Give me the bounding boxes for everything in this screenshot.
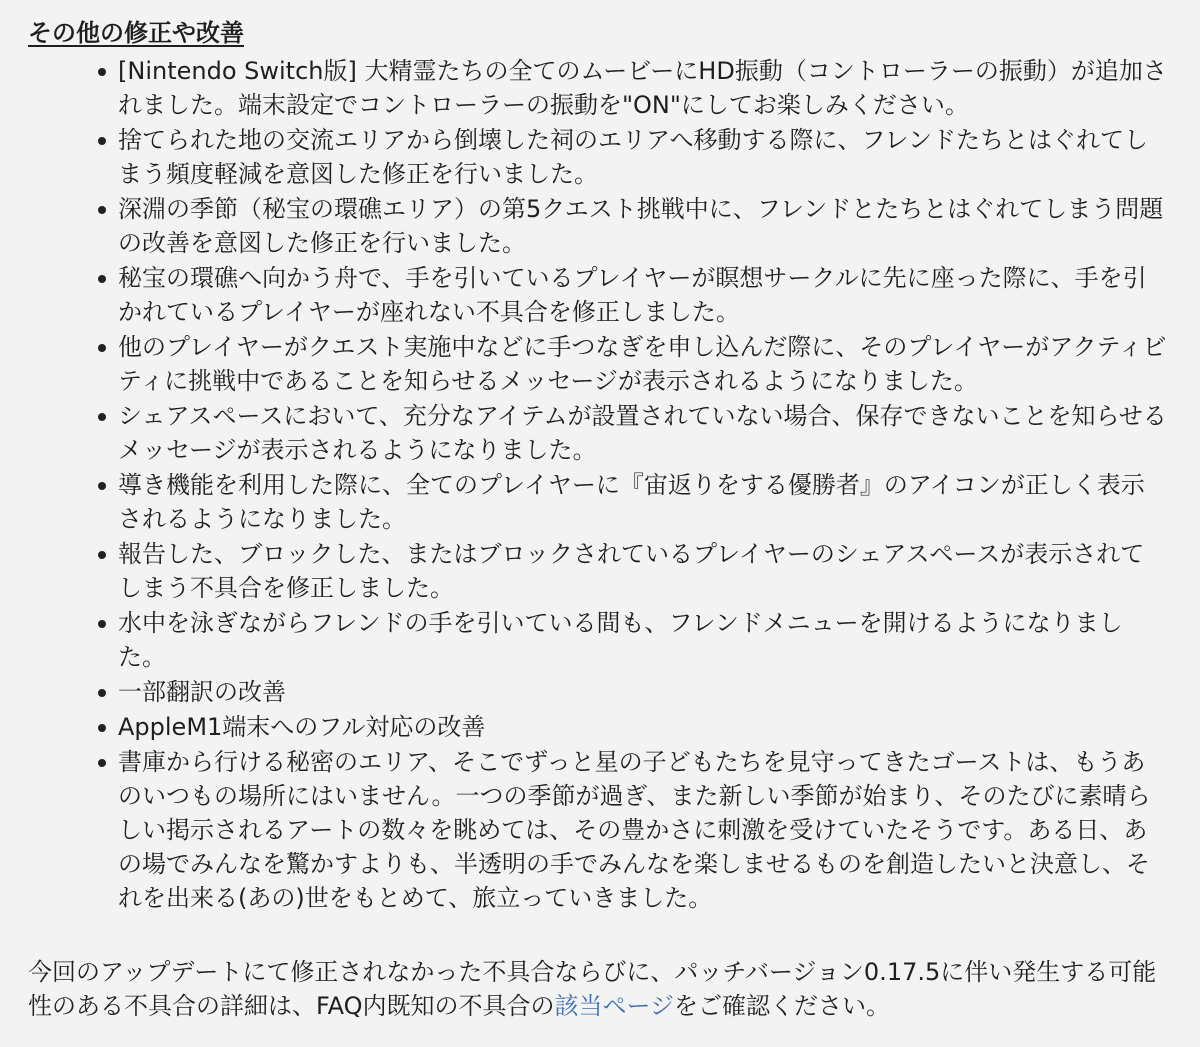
- bullet-icon: [98, 137, 106, 145]
- list-item-text: 導き機能を利用した際に、全てのプレイヤーに『宙返りをする優勝者』のアイコンが正しく表示されるようになりました。: [118, 471, 1145, 533]
- list-item-text: 一部翻訳の改善: [118, 678, 286, 706]
- bullet-icon: [98, 206, 106, 214]
- list-item-text: 書庫から行ける秘密のエリア、そこでずっと星の子どもたちを見守ってきたゴーストは、もうあのいつもの場所にはいません。一つの季節が過ぎ、また新しい季節が始まり、そのたびに素晴らしい掲示されるアートの数々を眺めては、その豊かさに刺激を受けていたそうです。ある日、あの場でみんなを驚かすよりも、半透明の手でみんなを楽しませるものを創造したいと決意し、それを出来る(あの)世をもとめて、旅立っていきました。: [118, 748, 1151, 912]
- list-item: [118, 192, 1168, 260]
- list-item-text: [Nintendo Switch版] 大精霊たちの全てのムービーにHD振動（コントローラーの振動）が追加されました。端末設定でコントローラーの振動を"ON"にしてお楽しみください。: [118, 57, 1167, 119]
- list-item: [118, 675, 1168, 709]
- section-title: その他の修正や改善: [28, 19, 244, 47]
- bullet-icon: [98, 68, 106, 76]
- bullet-icon: [98, 724, 106, 732]
- bullet-icon: [98, 689, 106, 697]
- bullet-icon: [98, 344, 106, 352]
- bullet-icon: [98, 620, 106, 628]
- list-item: [118, 606, 1168, 674]
- changes-list: [28, 54, 1168, 915]
- bullet-icon: [98, 551, 106, 559]
- list-item: [118, 261, 1168, 329]
- list-item-text: シェアスペースにおいて、充分なアイテムが設置されていない場合、保存できないことを知らせるメッセージが表示されるようになりました。: [118, 402, 1167, 464]
- list-item: [118, 468, 1168, 536]
- bullet-icon: [98, 275, 106, 283]
- list-item: [118, 54, 1168, 122]
- footer-text-before: 今回のアップデートにて修正されなかった不具合ならびに、パッチバージョン0.17.5に伴い発生する可能性のある不具合の詳細は、FAQ内既知の不具合の: [28, 958, 1157, 1020]
- list-item: [118, 399, 1168, 467]
- footer-text-after: をご確認ください。: [674, 992, 891, 1020]
- bullet-icon: [98, 413, 106, 421]
- list-item: [118, 745, 1168, 915]
- list-item: [118, 330, 1168, 398]
- footer-note: [28, 955, 1168, 1023]
- patch-notes-content: [28, 16, 1168, 1047]
- list-item-text: 他のプレイヤーがクエスト実施中などに手つなぎを申し込んだ際に、そのプレイヤーがアクティビティに挑戦中であることを知らせるメッセージが表示されるようになりました。: [118, 333, 1167, 395]
- list-item-text: 捨てられた地の交流エリアから倒壊した祠のエリアへ移動する際に、フレンドたちとはぐれてしまう頻度軽減を意図した修正を行いました。: [118, 126, 1148, 188]
- list-item: [118, 710, 1168, 744]
- list-item-text: 報告した、ブロックした、またはブロックされているプレイヤーのシェアスペースが表示されてしまう不具合を修正しました。: [118, 540, 1145, 602]
- list-item-text: 秘宝の環礁へ向かう舟で、手を引いているプレイヤーが瞑想サークルに先に座った際に、手を引かれているプレイヤーが座れない不具合を修正しました。: [118, 264, 1147, 326]
- list-item: [118, 123, 1168, 191]
- list-item-text: 深淵の季節（秘宝の環礁エリア）の第5クエスト挑戦中に、フレンドとたちとはぐれてしまう問題の改善を意図した修正を行いました。: [118, 195, 1164, 257]
- list-item-text: 水中を泳ぎながらフレンドの手を引いている間も、フレンドメニューを開けるようになりました。: [118, 609, 1123, 671]
- bullet-icon: [98, 482, 106, 490]
- faq-link[interactable]: 該当ページ: [554, 992, 675, 1020]
- bullet-icon: [98, 759, 106, 767]
- list-item-text: AppleM1端末へのフル対応の改善: [118, 713, 486, 741]
- list-item: [118, 537, 1168, 605]
